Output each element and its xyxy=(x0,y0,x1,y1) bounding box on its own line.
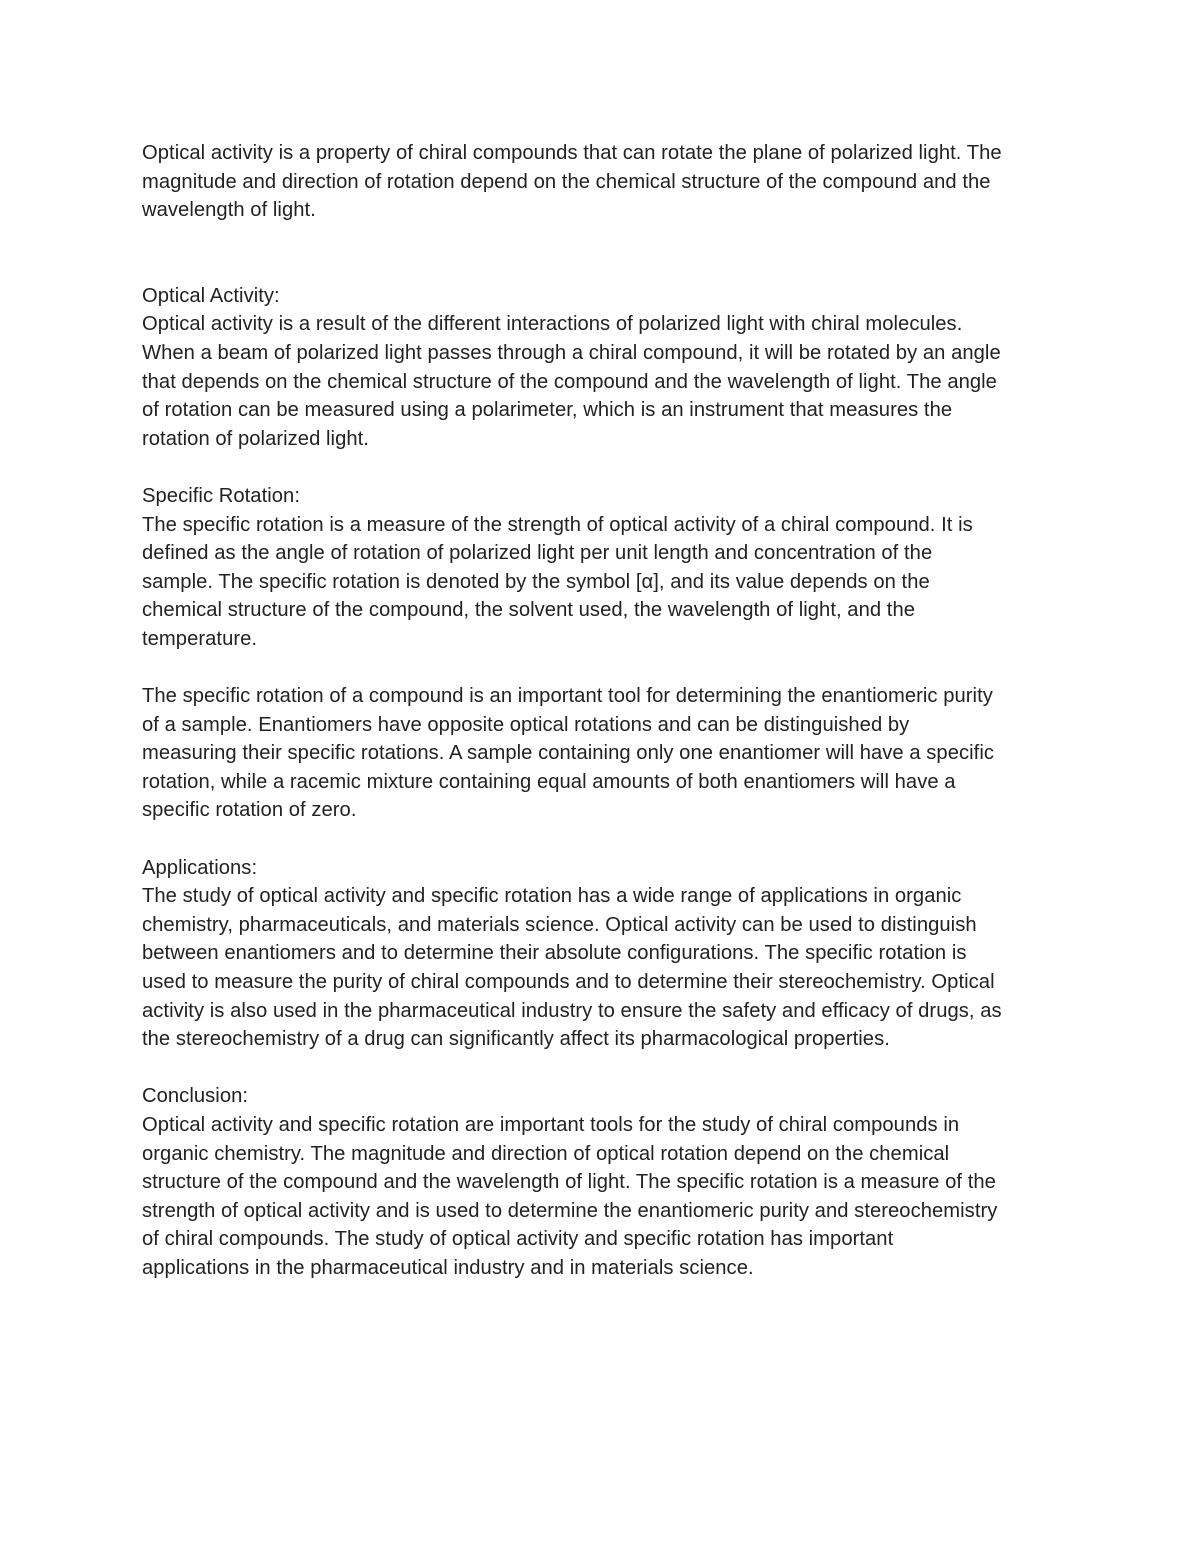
section-body-specific-rotation: The specific rotation is a measure of the strength of optical activity of a chiral compound. It is defined as the angle of rotation of polarized light per unit length and concentration of the sample. The specific rotation is denoted by the symbol [α], and its value depends on the chemical structure of the compound, the solvent used, the wavelength of light, and the temperature. xyxy=(142,513,973,650)
section-body-applications: The study of optical activity and specific rotation has a wide range of applications in organic chemistry, pharmaceuticals, and materials science. Optical activity can be used to distinguish between enantiomers and to determine their absolute configurations. The specific rotation is used to measure the purity of chiral compounds and to determine their stereochemistry. Optical activity is also used in the pharmaceutical industry to ensure the safety and efficacy of drugs, as the stereochemistry of a drug can significantly affect its pharmacological properties. xyxy=(142,885,1002,1051)
intro-paragraph: Optical activity is a property of chiral compounds that can rotate the plane of polarized light. The magnitude and direction of rotation depend on the chemical structure of the compound and the wavelength of light. xyxy=(142,142,1002,222)
spacer xyxy=(142,654,1067,683)
section-body-conclusion: Optical activity and specific rotation are important tools for the study of chiral compounds in organic chemistry. The magnitude and direction of optical rotation depend on the chemical structure of the compound and the wavelength of light. The specific rotation is a measure of the strength of optical activity and is used to determine the enantiomeric purity and stereochemistry of chiral compounds. The study of optical activity and specific rotation has important applications in the pharmaceutical industry and in materials science. xyxy=(142,1114,998,1279)
section-body-optical-activity: Optical activity is a result of the different interactions of polarized light with chiral molecules. When a beam of polarized light passes through a chiral compound, it will be rotated by an angle that depends on the chemical structure of the compound and the wavelength of light. The angle of rotation can be measured using a polarimeter, which is an instrument that measures the rotation of polarized light. xyxy=(142,313,1001,450)
spacer xyxy=(142,825,1067,854)
section-heading-conclusion: Conclusion: xyxy=(142,1085,249,1108)
document-page xyxy=(142,139,1067,1283)
spacer xyxy=(142,453,1067,482)
section-body-specific-rotation-2: The specific rotation of a compound is an important tool for determining the enantiomeric purity of a sample. Enantiomers have opposite optical rotations and can be distinguished by measuring their specific rotations. A sample containing only one enantiomer will have a specific rotation, while a racemic mixture containing equal amounts of both enantiomers will have a specific rotation of zero. xyxy=(142,685,995,822)
section-heading-applications: Applications: xyxy=(142,856,258,879)
section-heading-optical-activity: Optical Activity: xyxy=(142,284,280,307)
section-heading-specific-rotation: Specific Rotation: xyxy=(142,484,300,507)
spacer xyxy=(142,1054,1067,1083)
spacer xyxy=(142,225,1067,282)
